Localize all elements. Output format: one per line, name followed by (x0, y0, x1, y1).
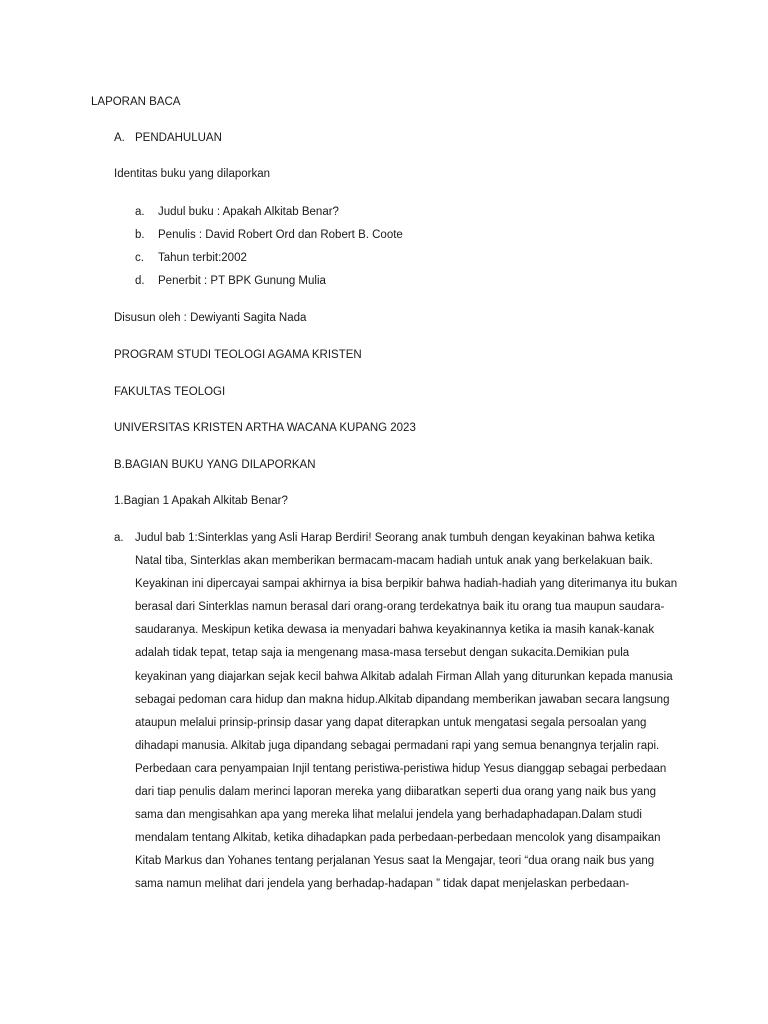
document-title: LAPORAN BACA (91, 96, 181, 108)
paragraph-line: ataupun melalui prinsip-prinsip dasar yang dapat diterapkan untuk mengatasi segala persoalan yang (135, 716, 647, 729)
paragraph-line: Keyakinan ini dipercayai sampai akhirnya ia bisa berpikir bahwa hadiah-hadiah yang diterimanya itu bukan (135, 578, 678, 591)
paragraph-line: Judul bab 1:Sinterklas yang Asli Harap Berdiri! Seorang anak tumbuh dengan keyakinan bahwa ketika (135, 532, 655, 544)
paragraph-line: sama dan mengisahkan apa yang mereka lihat melalui jendela yang berhadaphadapan.Dalam studi (135, 809, 642, 822)
paragraph-line: sama namun melihat dari jendela yang berhadap-hadapan ” tidak dapat menjelaskan perbedaan- (135, 878, 630, 891)
identity-item-marker: a. (135, 206, 145, 218)
paragraph-line: adalah tidak tepat, tetap saja ia mengenang masa-masa tersebut dengan sukacita.Demikian pula (135, 647, 630, 660)
identity-item-author: Penulis : David Robert Ord dan Robert B. Coote (158, 229, 403, 241)
paragraph-line: dihadapi manusia. Alkitab juga dipandang sebagai permadani rapi yang semua benangnya terjalin rapi. (135, 739, 660, 752)
paragraph-line: Natal tiba, Sinterklas akan memberikan bermacam-macam hadiah untuk anak yang berkelakuan baik. (135, 555, 653, 568)
chapter-a-marker: a. (114, 532, 124, 544)
paragraph-line: keyakinan yang diajarkan sejak kecil bahwa Alkitab adalah Firman Allah yang diturunkan kepada manusia (135, 670, 673, 683)
identity-item-marker: b. (135, 229, 145, 241)
part-1-heading: 1.Bagian 1 Apakah Alkitab Benar? (114, 495, 288, 507)
identity-item-title: Judul buku : Apakah Alkitab Benar? (158, 206, 339, 218)
paragraph-line: Kitab Markus dan Yohanes tentang perjalanan Yesus saat Ia Mengajar, teori “dua orang naik bus yang (135, 855, 655, 868)
identity-item-marker: c. (135, 252, 144, 264)
paragraph-line: mendalam tentang Alkitab, ketika dihadapkan pada perbedaan-perbedaan mencolok yang disampaikan (135, 832, 661, 845)
paragraph-line: Perbedaan cara penyampaian Injil tentang peristiwa-peristiwa hidup Yesus dianggap sebagai perbedaan (135, 762, 667, 775)
identity-item-year: Tahun terbit:2002 (158, 252, 247, 264)
author-line: Disusun oleh : Dewiyanti Sagita Nada (114, 312, 307, 324)
faculty-line: FAKULTAS TEOLOGI (114, 386, 226, 398)
paragraph-line: dari tiap penulis dalam merinci laporan mereka yang diibaratkan seperti dua orang yang naik bus yang (135, 786, 657, 799)
identity-item-marker: d. (135, 275, 145, 287)
identity-intro: Identitas buku yang dilaporkan (114, 168, 270, 180)
identity-item-publisher: Penerbit : PT BPK Gunung Mulia (158, 275, 326, 287)
paragraph-line: saudaranya. Meskipun ketika dewasa ia menyadari bahwa keyakinannya ketika ia masih kanak-kanak (135, 624, 655, 637)
section-a-heading: PENDAHULUAN (135, 132, 222, 144)
university-line: UNIVERSITAS KRISTEN ARTHA WACANA KUPANG 2023 (114, 422, 416, 434)
section-b-heading: B.BAGIAN BUKU YANG DILAPORKAN (114, 459, 316, 471)
program-line: PROGRAM STUDI TEOLOGI AGAMA KRISTEN (114, 349, 362, 361)
chapter-a-paragraph (135, 531, 695, 901)
section-a-marker: A. (114, 132, 125, 144)
paragraph-line: berasal dari Sinterklas namun berasal dari orang-orang terdekatnya baik itu orang tua maupun saudara- (135, 601, 665, 614)
paragraph-line: sebagai pedoman cara hidup dan makna hidup.Alkitab dipandang memberikan jawaban secara langsung (135, 693, 670, 706)
